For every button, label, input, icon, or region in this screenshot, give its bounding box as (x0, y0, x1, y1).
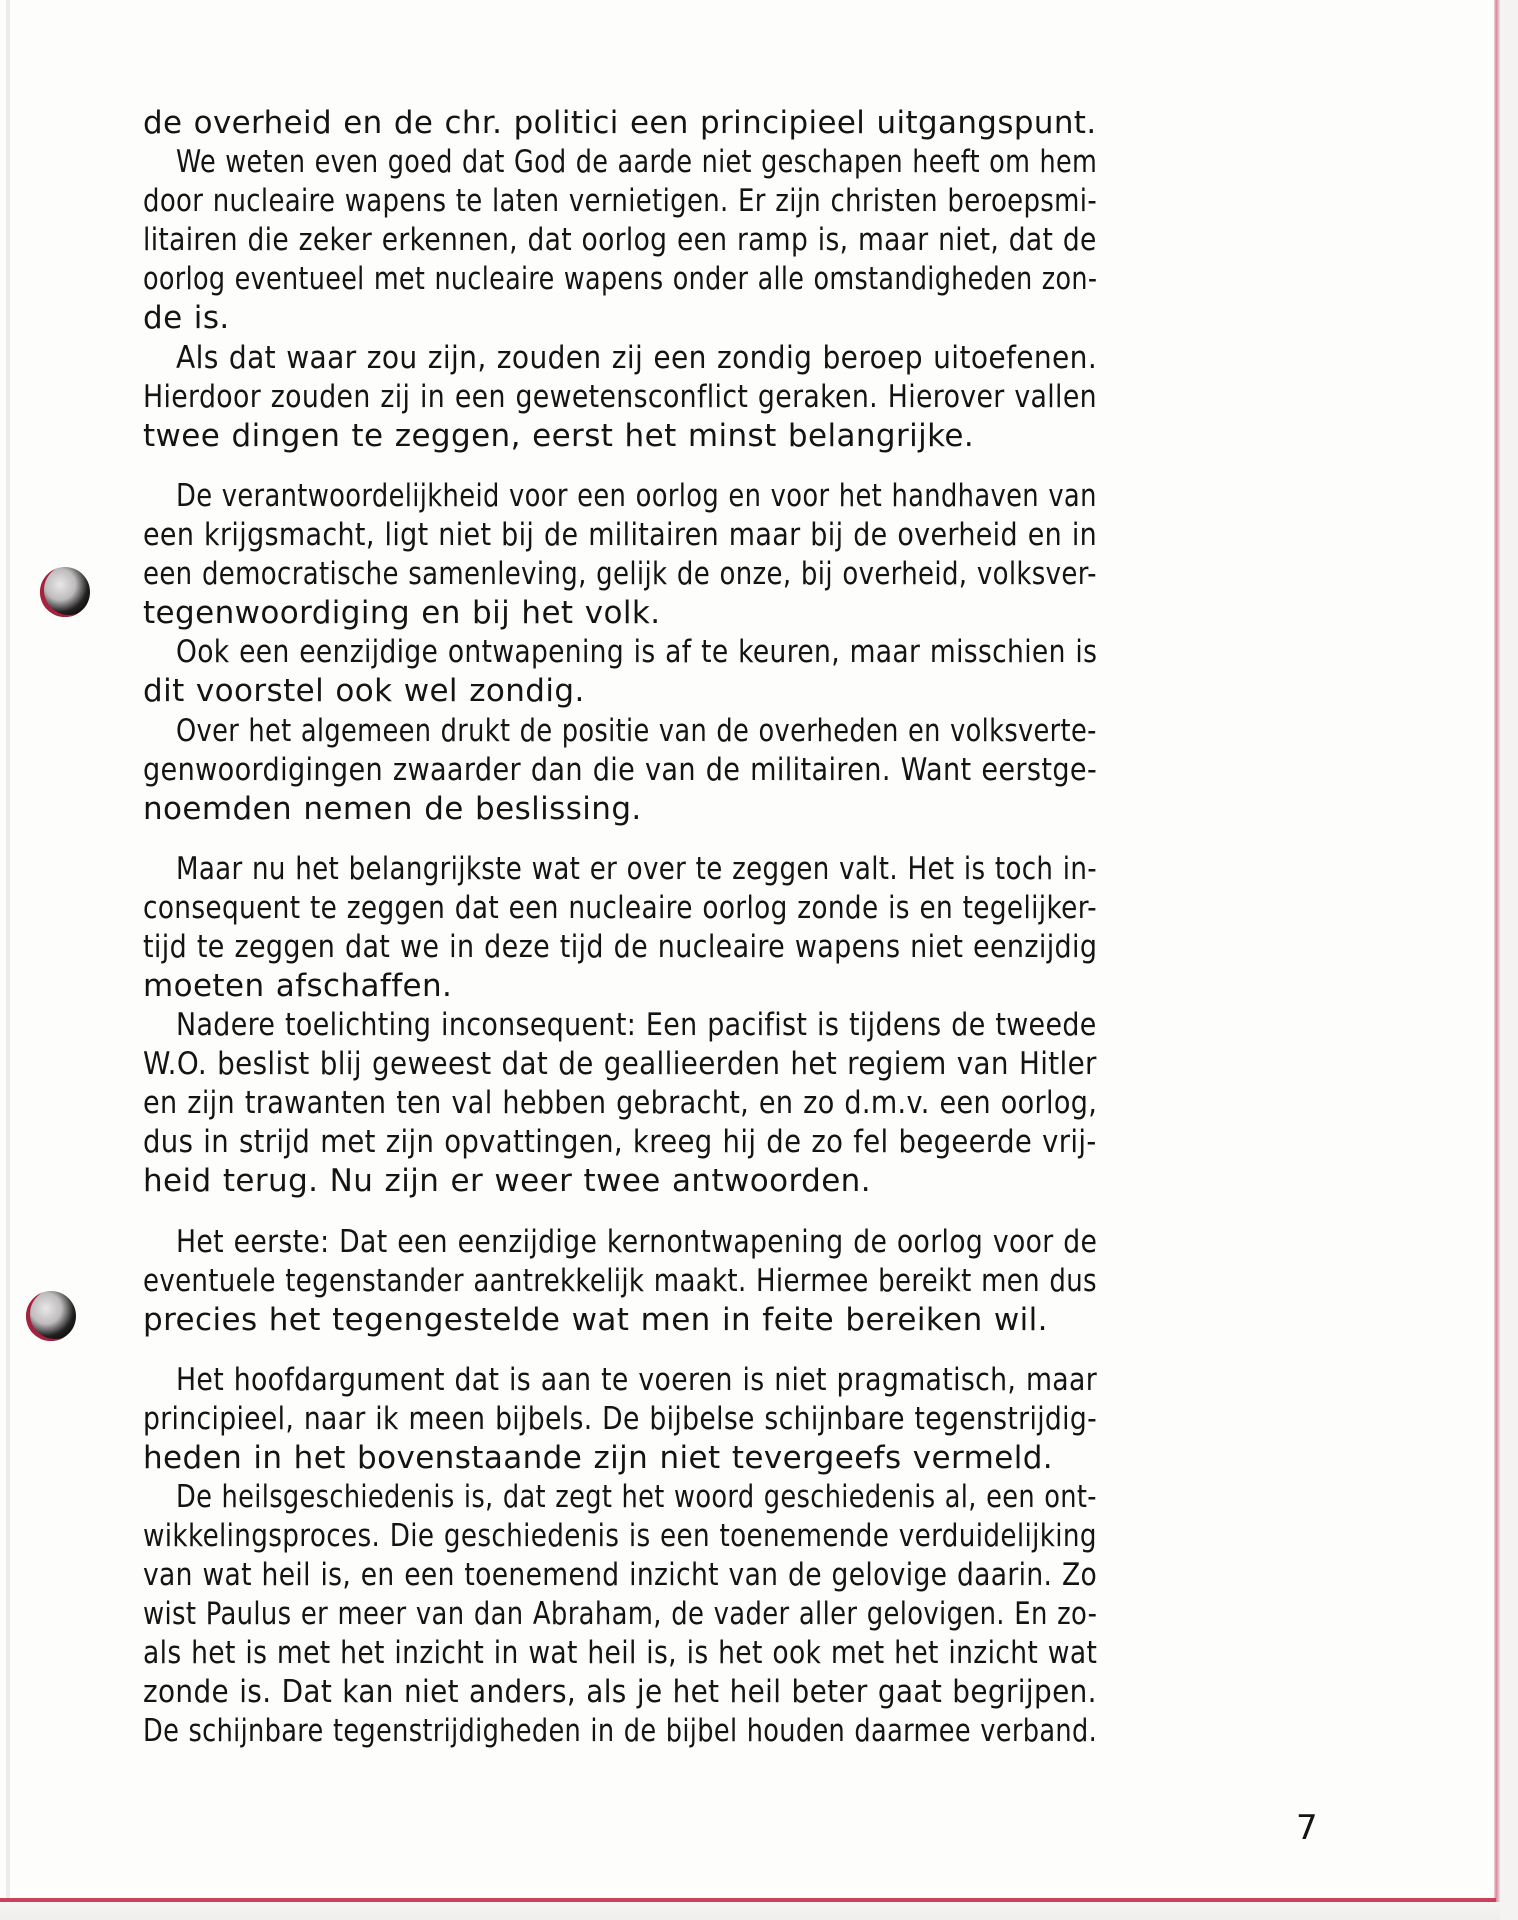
text-line: twee dingen te zeggen, eerst het minst belangrijke. (143, 418, 975, 454)
text-line: tijd te zeggen dat we in deze tijd de nucleaire wapens niet eenzijdig (143, 929, 1098, 965)
text-line: oorlog eventueel met nucleaire wapens onder alle omstandigheden zon- (143, 261, 1098, 297)
text-line: een krijgsmacht, ligt niet bij de militairen maar bij de overheid en in (143, 517, 1098, 553)
page-binding-edge (6, 0, 10, 1908)
text-line: litairen die zeker erkennen, dat oorlog een ramp is, maar niet, dat de (143, 222, 1097, 258)
text-line: wist Paulus er meer van dan Abraham, de vader aller gelovigen. En zo- (143, 1596, 1098, 1632)
text-line: precies het tegengestelde wat men in feite bereiken wil. (143, 1302, 1048, 1338)
page-right-edge (1494, 0, 1500, 1908)
text-line: moeten afschaffen. (143, 968, 453, 1004)
text-line: W.O. beslist blij geweest dat de geallieerden het regiem van Hitler (143, 1046, 1097, 1082)
punch-hole-icon (26, 1291, 76, 1341)
text-line: heid terug. Nu zijn er weer twee antwoorden. (143, 1163, 871, 1199)
text-line: tegenwoordiging en bij het volk. (143, 595, 661, 631)
text-line: de overheid en de chr. politici een principieel uitgangspunt. (143, 105, 1097, 141)
text-line: als het is met het inzicht in wat heil is, is het ook met het inzicht wat (143, 1635, 1098, 1671)
text-line: door nucleaire wapens te laten vernietigen. Er zijn christen beroepsmi- (143, 183, 1098, 219)
text-line: Over het algemeen drukt de positie van de overheden en volksverte- (176, 713, 1097, 749)
text-line: noemden nemen de beslissing. (143, 791, 642, 827)
text-line: Het hoofdargument dat is aan te voeren is niet pragmatisch, maar (176, 1362, 1098, 1398)
punch-hole-icon (40, 567, 90, 617)
text-line: zonde is. Dat kan niet anders, als je het heil beter gaat begrijpen. (143, 1674, 1097, 1710)
text-line: principieel, naar ik meen bijbels. De bijbelse schijnbare tegenstrijdig- (143, 1401, 1098, 1437)
text-line: dit voorstel ook wel zondig. (143, 673, 585, 709)
text-line: Nadere toelichting inconsequent: Een pacifist is tijdens de tweede (176, 1007, 1097, 1043)
text-line: Hierdoor zouden zij in een gewetensconflict geraken. Hierover vallen (143, 379, 1097, 415)
text-line: dus in strijd met zijn opvattingen, kreeg hij de zo fel begeerde vrij- (143, 1124, 1097, 1160)
text-line: Het eerste: Dat een eenzijdige kernontwapening de oorlog voor de (176, 1224, 1098, 1260)
text-line: We weten even goed dat God de aarde niet geschapen heeft om hem (176, 144, 1098, 180)
text-line: Ook een eenzijdige ontwapening is af te keuren, maar misschien is (176, 634, 1098, 670)
text-line: en zijn trawanten ten val hebben gebracht, en zo d.m.v. een oorlog, (143, 1085, 1098, 1121)
text-line: een democratische samenleving, gelijk de onze, bij overheid, volksver- (143, 556, 1097, 592)
text-line: wikkelingsproces. Die geschiedenis is een toenemende verduidelijking (143, 1518, 1097, 1554)
text-line: De verantwoordelijkheid voor een oorlog en voor het handhaven van (176, 478, 1097, 514)
text-line: heden in het bovenstaande zijn niet tevergeefs vermeld. (143, 1440, 1054, 1476)
page-underlay (0, 1902, 1500, 1920)
text-line: De schijnbare tegenstrijdigheden in de bijbel houden daarmee verband. (143, 1713, 1098, 1749)
text-line: consequent te zeggen dat een nucleaire oorlog zonde is en tegelijker- (143, 890, 1098, 926)
text-line: Als dat waar zou zijn, zouden zij een zondig beroep uitoefenen. (176, 340, 1098, 376)
text-line: De heilsgeschiedenis is, dat zegt het woord geschiedenis al, een ont- (176, 1479, 1097, 1515)
text-line: eventuele tegenstander aantrekkelijk maakt. Hiermee bereikt men dus (143, 1263, 1097, 1299)
text-line: Maar nu het belangrijkste wat er over te zeggen valt. Het is toch in- (176, 851, 1098, 887)
text-line: de is. (143, 300, 230, 336)
page-number: 7 (1296, 1808, 1318, 1848)
text-line: van wat heil is, en een toenemend inzicht van de gelovige daarin. Zo (143, 1557, 1098, 1593)
text-line: genwoordigingen zwaarder dan die van de militairen. Want eerstge- (143, 752, 1098, 788)
